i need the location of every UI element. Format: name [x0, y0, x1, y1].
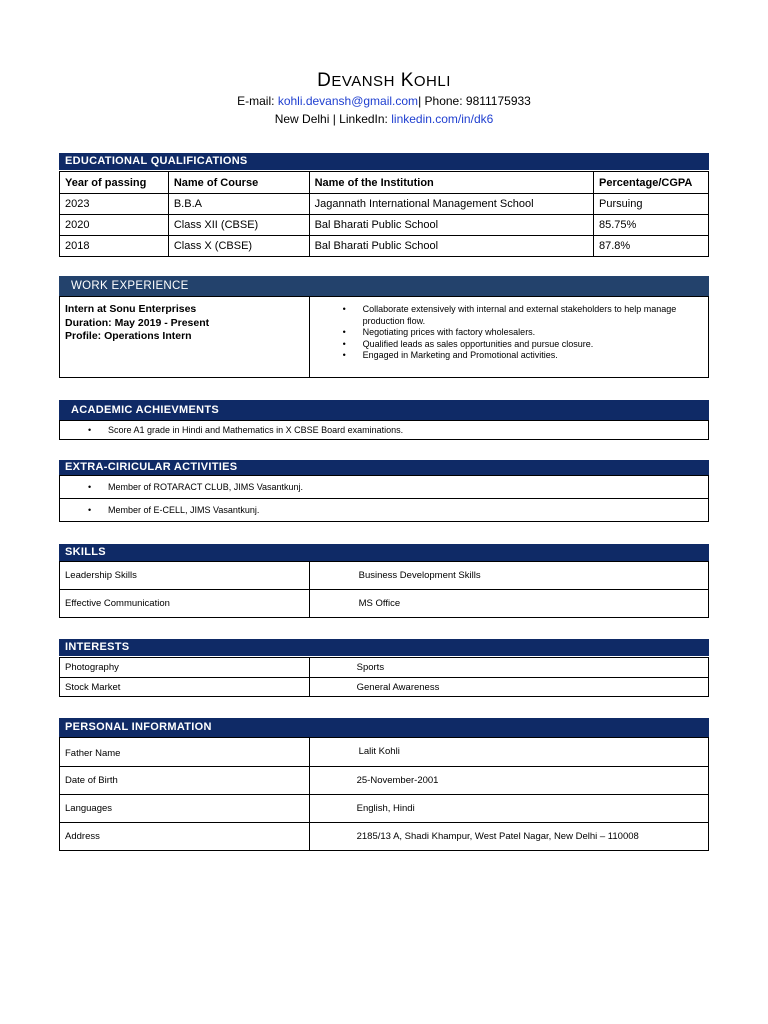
name-rest-first: EVANSH: [331, 73, 395, 90]
list-item: • Member of ROTARACT CLUB, JIMS Vasantkunj.: [60, 476, 708, 499]
section-header-interests: INTERESTS: [59, 639, 709, 656]
list-item: • Engaged in Marketing and Promotional activities.: [315, 350, 703, 362]
personal-table: [59, 737, 709, 851]
table-cell: Jagannath International Management School: [309, 194, 593, 215]
table-row: [60, 823, 709, 851]
name-initial-first: D: [317, 70, 332, 91]
table-cell: Bal Bharati Public School: [309, 236, 593, 257]
work-table: [59, 296, 709, 378]
name-rest-last: OHLI: [413, 73, 451, 90]
table-row: [60, 562, 709, 590]
phone-label: | Phone:: [418, 94, 463, 108]
table-cell: Pursuing: [594, 194, 709, 215]
contact-line-2: [0, 112, 768, 126]
extra-row-2: [59, 498, 709, 522]
education-table: [59, 171, 709, 257]
contact-line-1: [0, 94, 768, 108]
table-row: [60, 297, 709, 378]
list-item: • Collaborate extensively with internal and external stakeholders to help manage production flow.: [315, 304, 703, 327]
table-header-row: [60, 172, 709, 194]
section-header-extra: EXTRA-CIRICULAR ACTIVITIES: [59, 460, 709, 475]
table-cell: Languages: [60, 795, 310, 823]
work-company: Intern at Sonu Enterprises: [65, 303, 197, 315]
table-cell: Sports: [309, 658, 708, 678]
column-header: Year of passing: [60, 172, 169, 194]
table-cell: Address: [60, 823, 310, 851]
name-initial-last: K: [400, 70, 414, 91]
section-header-education: EDUCATIONAL QUALIFICATIONS: [59, 153, 709, 170]
table-cell: Photography: [60, 658, 310, 678]
table-cell: MS Office: [309, 590, 708, 618]
table-cell: Class X (CBSE): [168, 236, 309, 257]
table-cell: Leadership Skills: [60, 562, 310, 590]
table-cell: General Awareness: [309, 678, 708, 697]
table-row: [60, 795, 709, 823]
table-row: [60, 215, 709, 236]
work-role-cell: [60, 297, 310, 378]
list-item: • Member of E-CELL, JIMS Vasantkunj.: [60, 499, 708, 522]
table-cell: 85.75%: [594, 215, 709, 236]
phone-number: 9811175933: [465, 94, 531, 108]
skills-table: [59, 561, 709, 618]
table-row: [60, 738, 709, 767]
table-cell: English, Hindi: [309, 795, 708, 823]
linkedin-link[interactable]: linkedin.com/in/dk6: [391, 112, 494, 126]
table-cell: 2020: [60, 215, 169, 236]
table-cell: Effective Communication: [60, 590, 310, 618]
table-cell: Business Development Skills: [309, 562, 708, 590]
location-text: New Delhi | LinkedIn:: [274, 112, 388, 126]
column-header: Name of Course: [168, 172, 309, 194]
section-header-personal: PERSONAL INFORMATION: [59, 718, 709, 737]
table-cell: 2023: [60, 194, 169, 215]
section-header-academic: ACADEMIC ACHIEVMENTS: [59, 400, 709, 420]
table-cell: 25-November-2001: [309, 767, 708, 795]
academic-box: [59, 420, 709, 440]
table-cell: 2185/13 A, Shadi Khampur, West Patel Nagar, New Delhi – 110008: [309, 823, 708, 851]
table-cell: B.B.A: [168, 194, 309, 215]
list-item: • Score A1 grade in Hindi and Mathematics in X CBSE Board examinations.: [60, 421, 708, 440]
table-row: [60, 194, 709, 215]
email-link[interactable]: kohli.devansh@gmail.com: [277, 94, 419, 108]
table-cell: Bal Bharati Public School: [309, 215, 593, 236]
work-duties-cell: [309, 297, 708, 378]
work-duration: Duration: May 2019 - Present: [65, 316, 210, 329]
list-item: • Qualified leads as sales opportunities and pursue closure.: [315, 339, 703, 351]
section-header-work: WORK EXPERIENCE: [59, 276, 709, 296]
table-row: [60, 678, 709, 697]
work-profile: Profile: Operations Intern: [65, 330, 192, 342]
table-cell: Stock Market: [60, 678, 310, 697]
table-row: [60, 767, 709, 795]
table-cell: Class XII (CBSE): [168, 215, 309, 236]
table-row: [60, 658, 709, 678]
extra-row-1: [59, 475, 709, 499]
column-header: Name of the Institution: [309, 172, 593, 194]
list-item: • Negotiating prices with factory wholesalers.: [315, 327, 703, 339]
email-label: E-mail:: [237, 94, 275, 108]
table-cell: Lalit Kohli: [309, 738, 708, 767]
table-cell: Date of Birth: [60, 767, 310, 795]
table-row: [60, 236, 709, 257]
column-header: Percentage/CGPA: [594, 172, 709, 194]
candidate-name: [0, 70, 768, 92]
table-cell: Father Name: [60, 738, 310, 767]
table-row: [60, 590, 709, 618]
table-cell: 87.8%: [594, 236, 709, 257]
section-header-skills: SKILLS: [59, 544, 709, 561]
interests-table: [59, 657, 709, 697]
table-cell: 2018: [60, 236, 169, 257]
